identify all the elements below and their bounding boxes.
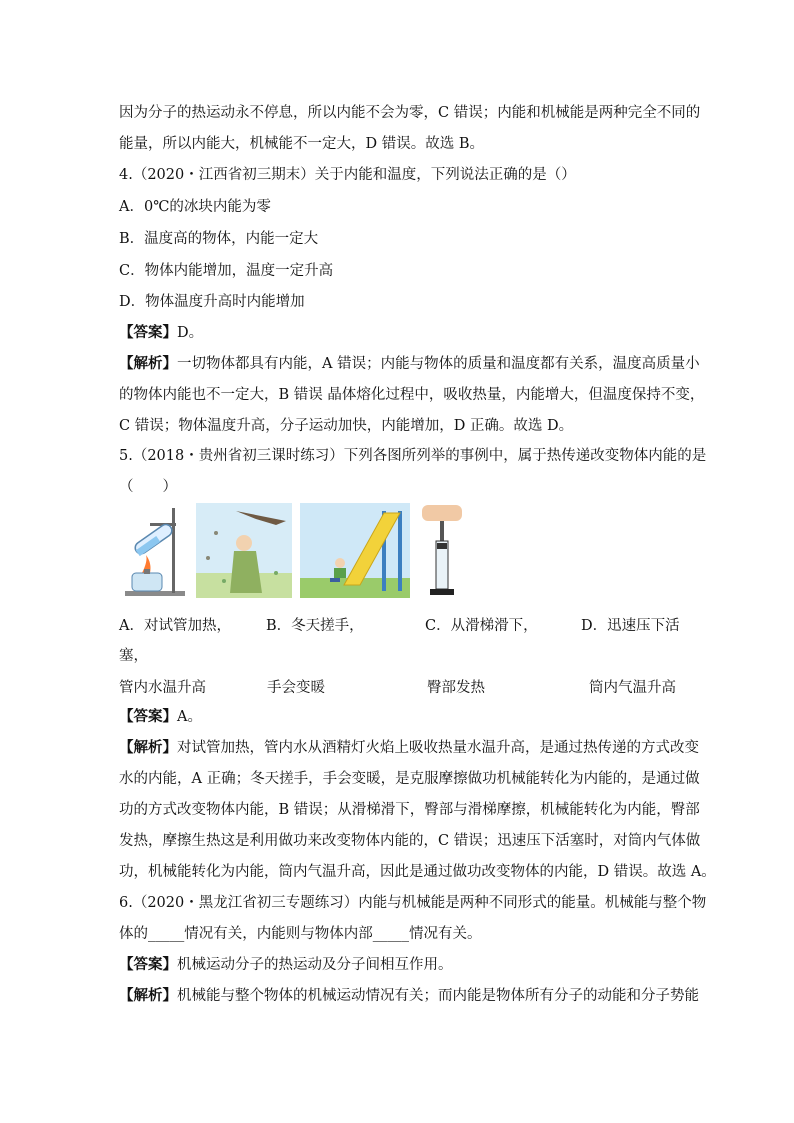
question-6: 6.（2020・黑龙江省初三专题练习）内能与机械能是两种不同形式的能量。机械能与整个物 — [119, 895, 707, 911]
caption-row — [119, 614, 679, 634]
figure-test-tube-heating — [120, 503, 190, 598]
answer-label: 【答案】 — [119, 324, 177, 341]
explanation-4 — [119, 354, 700, 374]
explanation-5 — [119, 738, 699, 758]
answer-4 — [119, 323, 679, 343]
option-d: D．物体温度升高时内能增加 — [119, 294, 305, 310]
answer-text: 机械运动分子的热运动及分子间相互作用。 — [177, 957, 453, 973]
text-line: C 错误；物体温度升高，分子运动加快，内能增加，D 正确。故选 D。 — [119, 418, 574, 434]
caption-c: C．从滑梯滑下， — [425, 618, 538, 634]
caption-d: D．迅速压下活 — [581, 618, 680, 634]
option-c: C．物体内能增加，温度一定升高 — [119, 263, 334, 279]
caption-b: B．冬天搓手， — [266, 618, 364, 634]
explanation-label: 【解析】 — [119, 739, 177, 756]
answer-text: A。 — [177, 709, 202, 725]
answer-text: D。 — [177, 325, 204, 341]
explanation-text: 一切物体都具有内能，A 错误；内能与物体的质量和温度都有关系，温度高质量小 — [177, 356, 700, 372]
explanation-text: 对试管加热，管内水从酒精灯火焰上吸收热量水温升高，是通过热传递的方式改变 — [177, 740, 699, 756]
text-line: 发热，摩擦生热这是利用做功来改变物体内能的，C 错误；迅速压下活塞时，对筒内气体做 — [119, 833, 701, 849]
text-line: 功的方式改变物体内能，B 错误；从滑梯滑下，臀部与滑梯摩擦，机械能转化为内能，臀部 — [119, 802, 700, 818]
text-line: 水的内能，A 正确；冬天搓手，手会变暖，是克服摩擦做功机械能转化为内能的，是通过做 — [119, 771, 700, 787]
answer-label: 【答案】 — [119, 708, 177, 725]
option-b: B．温度高的物体，内能一定大 — [119, 231, 319, 247]
option-a: A．0℃的冰块内能为零 — [119, 199, 271, 215]
caption-row-2 — [119, 676, 679, 696]
text-line: 的物体内能也不一定大，B 错误 晶体熔化过程中，吸收热量，内能增大，但温度保持不变， — [119, 387, 705, 403]
question-5: 5.（2018・贵州省初三课时练习）下列各图所列举的事例中，属于热传递改变物体内能的是 — [119, 448, 707, 464]
caption-c-2: 臀部发热 — [427, 680, 485, 696]
explanation-text: 机械能与整个物体的机械运动情况有关；而内能是物体所有分子的动能和分子势能 — [177, 988, 699, 1004]
text-line: 因为分子的热运动永不停息，所以内能不会为零，C 错误；内能和机械能是两种完全不同的 — [119, 105, 701, 121]
caption-b-2: 手会变暖 — [267, 680, 325, 696]
caption-d-2: 筒内气温升高 — [589, 680, 676, 696]
figure-piston — [418, 503, 466, 598]
caption-a: A．对试管加热， — [119, 618, 231, 634]
question-4: 4.（2020・江西省初三期末）关于内能和温度，下列说法正确的是（） — [119, 167, 576, 183]
text-line: 塞， — [119, 648, 148, 664]
figure-rubbing-hands — [196, 503, 292, 598]
text-line: 体的_____情况有关，内能则与物体内部_____情况有关。 — [119, 926, 482, 942]
text-line: （ ） — [119, 479, 177, 495]
text-line: 能量，所以内能大，机械能不一定大，D 错误。故选 B。 — [119, 136, 484, 152]
explanation-6 — [119, 986, 699, 1006]
explanation-label: 【解析】 — [119, 987, 177, 1004]
caption-a-2: 管内水温升高 — [119, 680, 206, 696]
text-line: 功，机械能转化为内能，筒内气温升高，因此是通过做功改变物体的内能，D 错误。故选 A。 — [119, 864, 716, 880]
figure-slide — [300, 503, 410, 598]
answer-6 — [119, 955, 679, 975]
answer-label: 【答案】 — [119, 956, 177, 973]
explanation-label: 【解析】 — [119, 355, 177, 372]
answer-5 — [119, 707, 679, 727]
